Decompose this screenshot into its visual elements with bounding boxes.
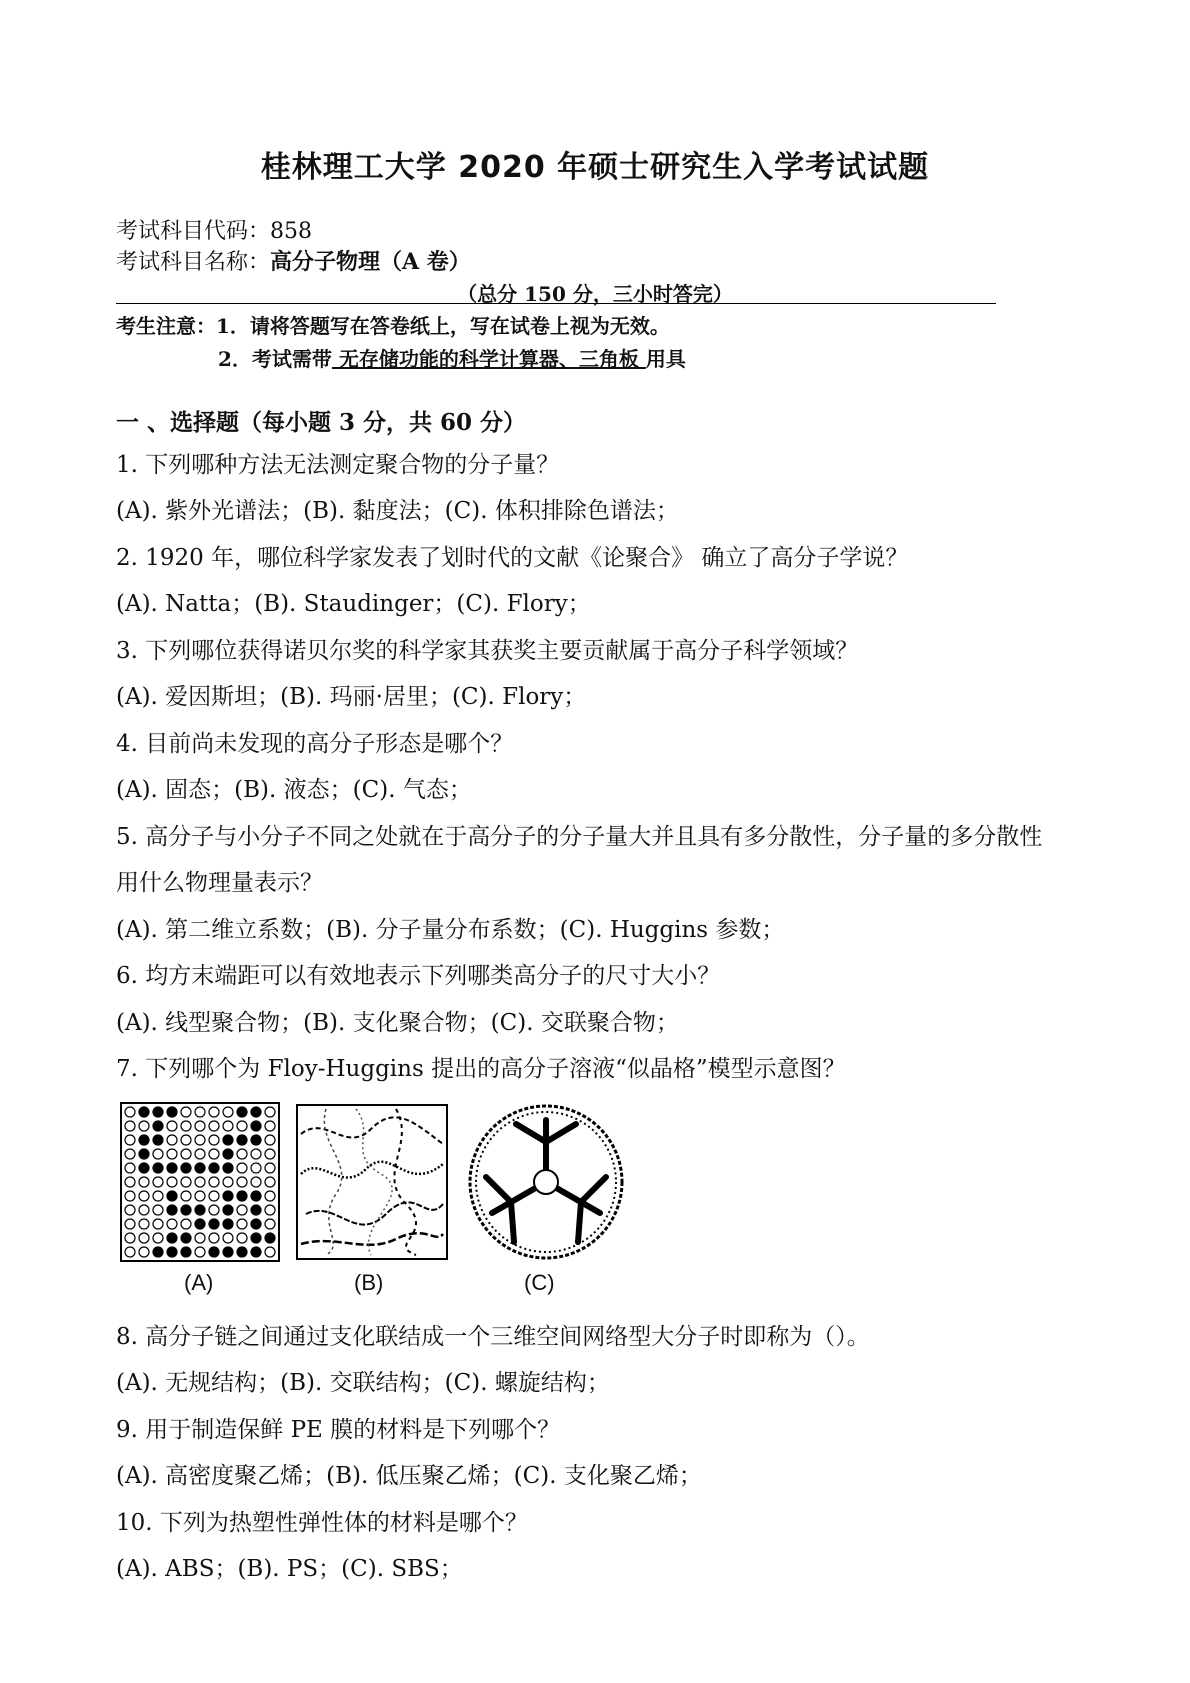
lattice-segment <box>251 1233 261 1243</box>
lattice-solvent-site <box>265 1121 275 1131</box>
lattice-segment <box>251 1247 261 1257</box>
lattice-segment <box>153 1247 163 1257</box>
question-6-options: (A). 线型聚合物；(B). 支化聚合物；(C). 交联聚合物； <box>116 1010 679 1036</box>
lattice-solvent-site <box>209 1205 219 1215</box>
lattice-segment <box>153 1107 163 1117</box>
lattice-solvent-site <box>139 1121 149 1131</box>
lattice-solvent-site <box>237 1177 247 1187</box>
lattice-solvent-site <box>209 1135 219 1145</box>
lattice-segment <box>167 1205 177 1215</box>
section-title: 一 、选择题（每小题 3 分，共 60 分） <box>116 409 527 436</box>
subject-name-value: 高分子物理（A 卷） <box>270 249 471 275</box>
lattice-solvent-site <box>265 1135 275 1145</box>
lattice-solvent-site <box>167 1121 177 1131</box>
question-8: 8. 高分子链之间通过支化联结成一个三维空间网络型大分子时即称为（）。 <box>116 1324 870 1350</box>
lattice-solvent-site <box>181 1191 191 1201</box>
lattice-solvent-site <box>125 1121 135 1131</box>
lattice-solvent-site <box>195 1121 205 1131</box>
lattice-solvent-site <box>195 1107 205 1117</box>
lattice-solvent-site <box>139 1191 149 1201</box>
question-2: 2. 1920 年，哪位科学家发表了划时代的文献《论聚合》 确立了高分子学说？ <box>116 545 909 571</box>
lattice-solvent-site <box>209 1233 219 1243</box>
lattice-solvent-site <box>251 1177 261 1187</box>
lattice-solvent-site <box>139 1205 149 1215</box>
lattice-solvent-site <box>167 1149 177 1159</box>
lattice-segment <box>181 1163 191 1173</box>
lattice-segment <box>167 1247 177 1257</box>
lattice-segment <box>139 1107 149 1117</box>
subject-name-line <box>116 245 471 276</box>
lattice-solvent-site <box>139 1233 149 1243</box>
lattice-segment <box>251 1135 261 1145</box>
lattice-segment <box>153 1135 163 1145</box>
lattice-segment <box>209 1163 219 1173</box>
lattice-solvent-site <box>265 1191 275 1201</box>
question-6: 6. 均方末端距可以有效地表示下列哪类高分子的尺寸大小？ <box>116 963 721 989</box>
lattice-segment <box>167 1107 177 1117</box>
lattice-segment <box>167 1191 177 1201</box>
lattice-solvent-site <box>125 1247 135 1257</box>
lattice-solvent-site <box>139 1247 149 1257</box>
question-1: 1. 下列哪种方法无法测定聚合物的分子量？ <box>116 452 560 478</box>
lattice-solvent-site <box>167 1177 177 1187</box>
lattice-solvent-site <box>237 1233 247 1243</box>
lattice-solvent-site <box>237 1163 247 1173</box>
total-score-note: （总分 150 分，三小时答完） <box>457 282 733 306</box>
notice-line-2 <box>218 343 686 372</box>
lattice-solvent-site <box>153 1149 163 1159</box>
question-3-options: (A). 爱因斯坦；(B). 玛丽·居里；(C). Flory； <box>116 684 587 710</box>
lattice-solvent-site <box>153 1205 163 1215</box>
lattice-segment <box>251 1205 261 1215</box>
lattice-solvent-site <box>153 1177 163 1187</box>
lattice-segment <box>153 1121 163 1131</box>
question-4: 4. 目前尚未发现的高分子形态是哪个？ <box>116 731 514 757</box>
lattice-solvent-site <box>209 1121 219 1131</box>
lattice-solvent-site <box>181 1219 191 1229</box>
lattice-solvent-site <box>209 1177 219 1187</box>
lattice-solvent-site <box>265 1205 275 1215</box>
lattice-segment <box>251 1191 261 1201</box>
lattice-solvent-site <box>153 1233 163 1243</box>
figure-b-tangled-chains <box>296 1104 448 1260</box>
lattice-solvent-site <box>265 1247 275 1257</box>
lattice-solvent-site <box>265 1177 275 1187</box>
lattice-solvent-site <box>223 1107 233 1117</box>
lattice-solvent-site <box>195 1233 205 1243</box>
lattice-solvent-site <box>125 1205 135 1215</box>
lattice-segment <box>167 1163 177 1173</box>
lattice-segment <box>153 1163 163 1173</box>
notice-line-1 <box>116 310 670 339</box>
lattice-solvent-site <box>237 1121 247 1131</box>
lattice-segment <box>181 1233 191 1243</box>
lattice-solvent-site <box>181 1107 191 1117</box>
lattice-solvent-site <box>251 1149 261 1159</box>
lattice-segment <box>223 1135 233 1145</box>
question-5-cont: 用什么物理量表示？ <box>116 870 323 896</box>
lattice-solvent-site <box>125 1149 135 1159</box>
lattice-segment <box>223 1247 233 1257</box>
notice-item-2-tools: 无存储功能的科学计算器、三角板 <box>331 347 646 371</box>
lattice-segment <box>223 1191 233 1201</box>
lattice-segment <box>237 1247 247 1257</box>
question-4-options: (A). 固态；(B). 液态；(C). 气态； <box>116 777 472 803</box>
lattice-solvent-site <box>181 1177 191 1187</box>
subject-code-value: 858 <box>270 219 313 244</box>
question-10-options: (A). ABS；(B). PS；(C). SBS； <box>116 1556 463 1582</box>
lattice-segment <box>139 1135 149 1145</box>
lattice-solvent-site <box>209 1149 219 1159</box>
notice-item-2-prefix: 2．考试需带 <box>218 347 332 371</box>
lattice-segment <box>223 1149 233 1159</box>
figure-a-lattice <box>120 1102 280 1262</box>
lattice-solvent-site <box>223 1233 233 1243</box>
question-10: 10. 下列为热塑性弹性体的材料是哪个？ <box>116 1510 528 1536</box>
question-9: 9. 用于制造保鲜 PE 膜的材料是下列哪个？ <box>116 1417 561 1443</box>
lattice-segment <box>209 1219 219 1229</box>
question-1-options: (A). 紫外光谱法；(B). 黏度法；(C). 体积排除色谱法； <box>116 498 679 524</box>
lattice-segment <box>139 1163 149 1173</box>
notice-label: 考生注意： <box>116 314 216 338</box>
subject-name-label: 考试科目名称： <box>116 250 271 275</box>
lattice-segment <box>181 1247 191 1257</box>
lattice-solvent-site <box>167 1135 177 1145</box>
figure-b-label: (B) <box>354 1270 384 1295</box>
notice-item-1: 1．请将答题写在答卷纸上，写在试卷上视为无效。 <box>216 314 670 338</box>
lattice-solvent-site <box>153 1219 163 1229</box>
lattice-solvent-site <box>209 1191 219 1201</box>
question-9-options: (A). 高密度聚乙烯；(B). 低压聚乙烯；(C). 支化聚乙烯； <box>116 1463 702 1489</box>
question-3: 3. 下列哪位获得诺贝尔奖的科学家其获奖主要贡献属于高分子科学领域？ <box>116 638 859 664</box>
lattice-solvent-site <box>181 1149 191 1159</box>
lattice-solvent-site <box>265 1219 275 1229</box>
lattice-solvent-site <box>223 1121 233 1131</box>
lattice-solvent-site <box>125 1177 135 1187</box>
lattice-solvent-site <box>125 1135 135 1145</box>
subject-code-line <box>116 214 312 245</box>
lattice-segment <box>195 1205 205 1215</box>
subject-code-label: 考试科目代码： <box>116 219 271 244</box>
notice-item-2-suffix: 用具 <box>645 347 686 371</box>
lattice-solvent-site <box>139 1177 149 1187</box>
lattice-solvent-site <box>223 1177 233 1187</box>
lattice-solvent-site <box>125 1219 135 1229</box>
lattice-solvent-site <box>195 1247 205 1257</box>
lattice-segment <box>195 1163 205 1173</box>
lattice-model-figures <box>116 1102 636 1302</box>
lattice-segment <box>237 1191 247 1201</box>
lattice-solvent-site <box>265 1149 275 1159</box>
figure-c-label: (C) <box>524 1270 555 1295</box>
figure-a-label: (A) <box>184 1270 214 1295</box>
lattice-segment <box>265 1233 275 1243</box>
lattice-solvent-site <box>125 1163 135 1173</box>
lattice-segment <box>223 1219 233 1229</box>
lattice-solvent-site <box>237 1149 247 1159</box>
lattice-segment <box>223 1163 233 1173</box>
lattice-segment <box>209 1247 219 1257</box>
lattice-solvent-site <box>251 1163 261 1173</box>
lattice-solvent-site <box>125 1107 135 1117</box>
question-5-options: (A). 第二维立系数；(B). 分子量分布系数；(C). Huggins 参数； <box>116 917 785 943</box>
lattice-segment <box>139 1149 149 1159</box>
lattice-solvent-site <box>181 1135 191 1145</box>
lattice-solvent-site <box>195 1135 205 1145</box>
lattice-segment <box>181 1205 191 1215</box>
lattice-solvent-site <box>153 1191 163 1201</box>
lattice-solvent-site <box>195 1149 205 1159</box>
lattice-solvent-site <box>237 1219 247 1229</box>
question-7: 7. 下列哪个为 Floy-Huggins 提出的高分子溶液“似晶格”模型示意图？ <box>116 1056 846 1082</box>
exam-title: 桂林理工大学 2020 年硕士研究生入学考试试题 <box>260 150 930 185</box>
lattice-solvent-site <box>209 1107 219 1117</box>
question-5: 5. 高分子与小分子不同之处就在于高分子的分子量大并且具有多分散性，分子量的多分散性 <box>116 824 1043 850</box>
lattice-segment <box>251 1107 261 1117</box>
lattice-solvent-site <box>237 1205 247 1215</box>
lattice-segment <box>223 1205 233 1215</box>
lattice-segment <box>251 1121 261 1131</box>
lattice-solvent-site <box>167 1219 177 1229</box>
lattice-segment <box>195 1219 205 1229</box>
lattice-segment <box>167 1233 177 1243</box>
question-8-options: (A). 无规结构；(B). 交联结构；(C). 螺旋结构； <box>116 1370 610 1396</box>
lattice-solvent-site <box>181 1121 191 1131</box>
figure-c-dendrimer <box>466 1102 626 1262</box>
lattice-solvent-site <box>139 1219 149 1229</box>
lattice-solvent-site <box>125 1191 135 1201</box>
lattice-segment <box>237 1135 247 1145</box>
lattice-segment <box>237 1107 247 1117</box>
header-divider <box>116 303 996 304</box>
lattice-solvent-site <box>195 1191 205 1201</box>
lattice-solvent-site <box>125 1233 135 1243</box>
lattice-solvent-site <box>265 1163 275 1173</box>
lattice-solvent-site <box>265 1107 275 1117</box>
lattice-segment <box>251 1219 261 1229</box>
lattice-solvent-site <box>195 1177 205 1187</box>
question-2-options: (A). Natta；(B). Staudinger；(C). Flory； <box>116 591 591 617</box>
